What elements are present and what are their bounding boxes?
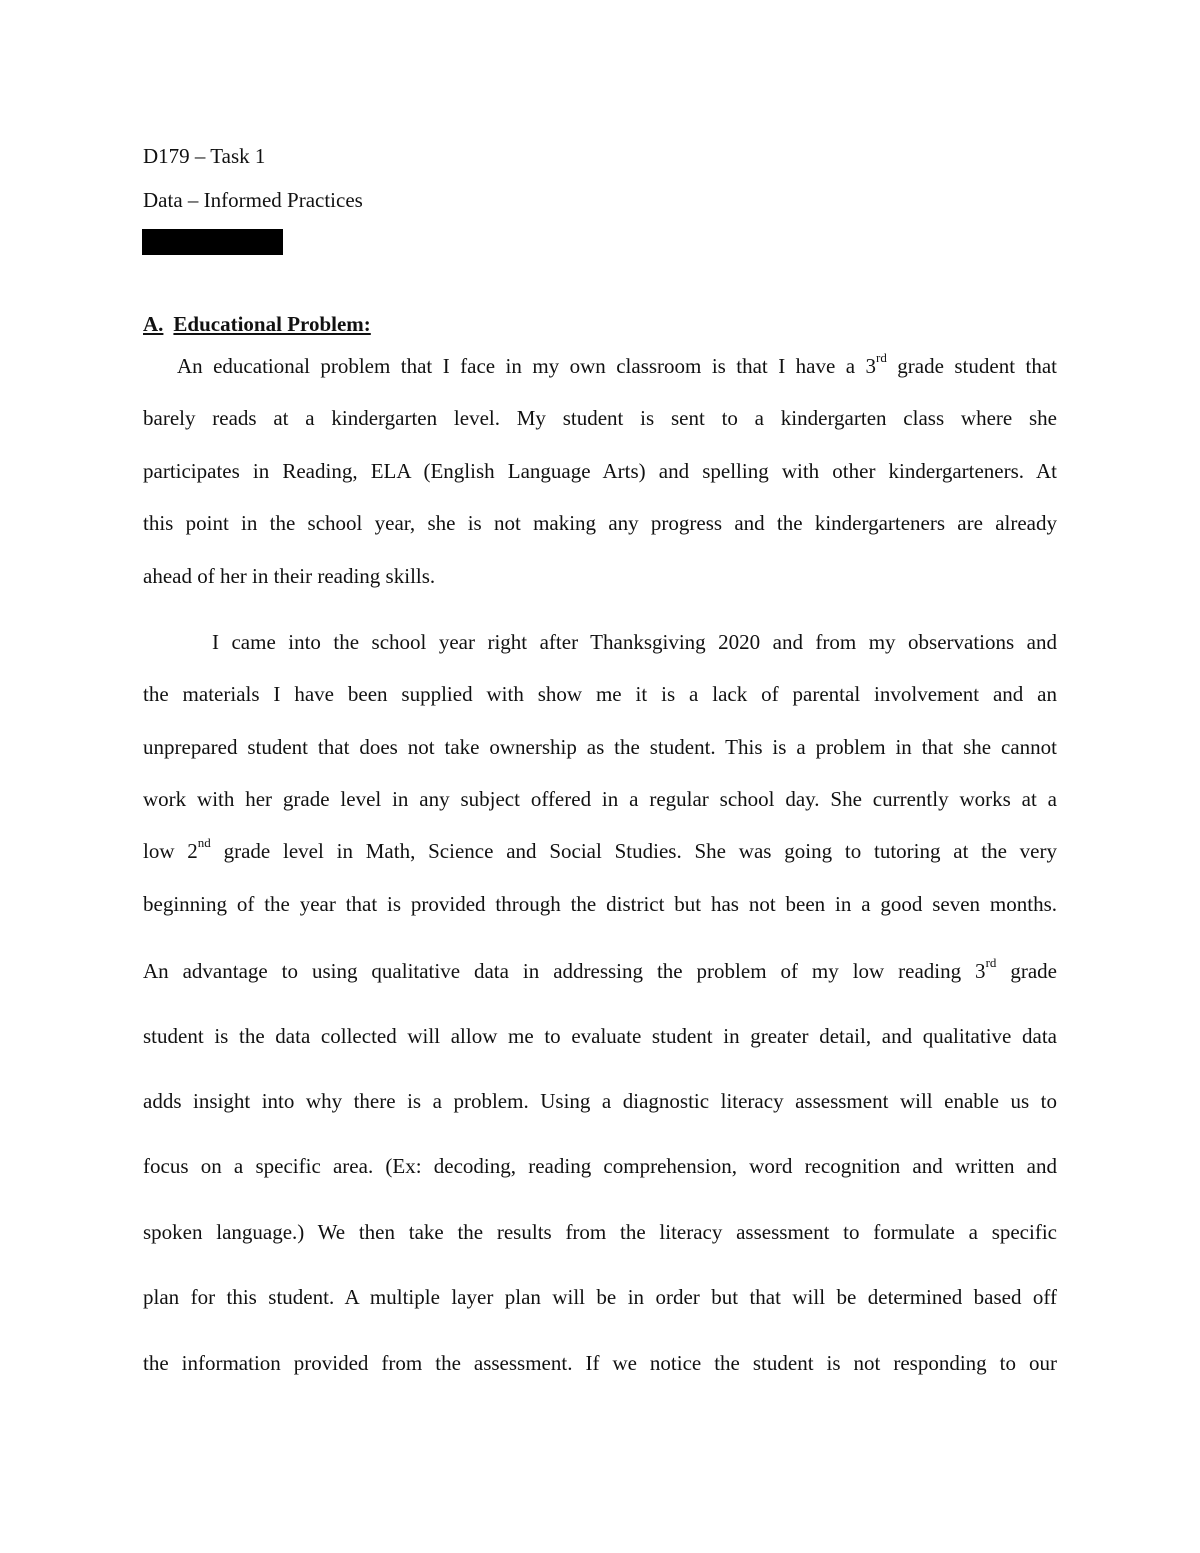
section-title: Educational Problem:: [173, 312, 371, 336]
paragraph-line: the materials I have been supplied with show me it is a lack of parental involvement and an: [143, 682, 1057, 706]
paragraph-line: student is the data collected will allow me to evaluate student in greater detail, and qualitative data: [143, 1024, 1057, 1048]
paragraph-line: [143, 955, 1057, 983]
line-text: An educational problem that I face in my own classroom is that I have a 3: [177, 354, 877, 378]
paragraph-line: barely reads at a kindergarten level. My student is sent to a kindergarten class where she: [143, 406, 1057, 430]
ordinal-superscript: rd: [985, 955, 997, 970]
ordinal-superscript: nd: [197, 835, 211, 850]
line-text: An advantage to using qualitative data in addressing the problem of my low reading 3: [143, 959, 986, 983]
paragraph-line: [177, 350, 1057, 378]
section-heading: [143, 312, 371, 337]
document-subtitle: Data – Informed Practices: [143, 188, 363, 212]
paragraph-line: I came into the school year right after Thanksgiving 2020 and from my observations and: [212, 630, 1057, 654]
paragraph-line: work with her grade level in any subject offered in a regular school day. She currently works at a: [143, 787, 1057, 811]
paragraph-line: plan for this student. A multiple layer plan will be in order but that will be determined based off: [143, 1285, 1057, 1309]
paragraph-line: spoken language.) We then take the results from the literacy assessment to formulate a specific: [143, 1220, 1057, 1244]
paragraph-line: this point in the school year, she is not making any progress and the kindergarteners are already: [143, 511, 1057, 535]
ordinal-superscript: rd: [876, 350, 887, 365]
line-text: low 2: [143, 839, 198, 863]
section-label: A.: [143, 312, 164, 336]
paragraph-line: beginning of the year that is provided through the district but has not been in a good seven months.: [143, 892, 1057, 916]
paragraph-line: participates in Reading, ELA (English Language Arts) and spelling with other kindergarteners. At: [143, 459, 1057, 483]
redacted-name-block: [142, 229, 283, 255]
line-text: grade: [996, 959, 1057, 983]
paragraph-line: adds insight into why there is a problem. Using a diagnostic literacy assessment will enable us to: [143, 1089, 1057, 1113]
paragraph-line: unprepared student that does not take ownership as the student. This is a problem in that she cannot: [143, 735, 1057, 759]
paragraph-line: the information provided from the assessment. If we notice the student is not responding to our: [143, 1351, 1057, 1375]
paragraph-line: [143, 835, 1057, 863]
paragraph-line: ahead of her in their reading skills.: [143, 564, 436, 588]
line-text: grade level in Math, Science and Social Studies. She was going to tutoring at the very: [210, 839, 1057, 863]
paragraph-line: focus on a specific area. (Ex: decoding, reading comprehension, word recognition and written and: [143, 1154, 1057, 1178]
course-code: D179 – Task 1: [143, 144, 266, 168]
line-text: grade student that: [886, 354, 1057, 378]
